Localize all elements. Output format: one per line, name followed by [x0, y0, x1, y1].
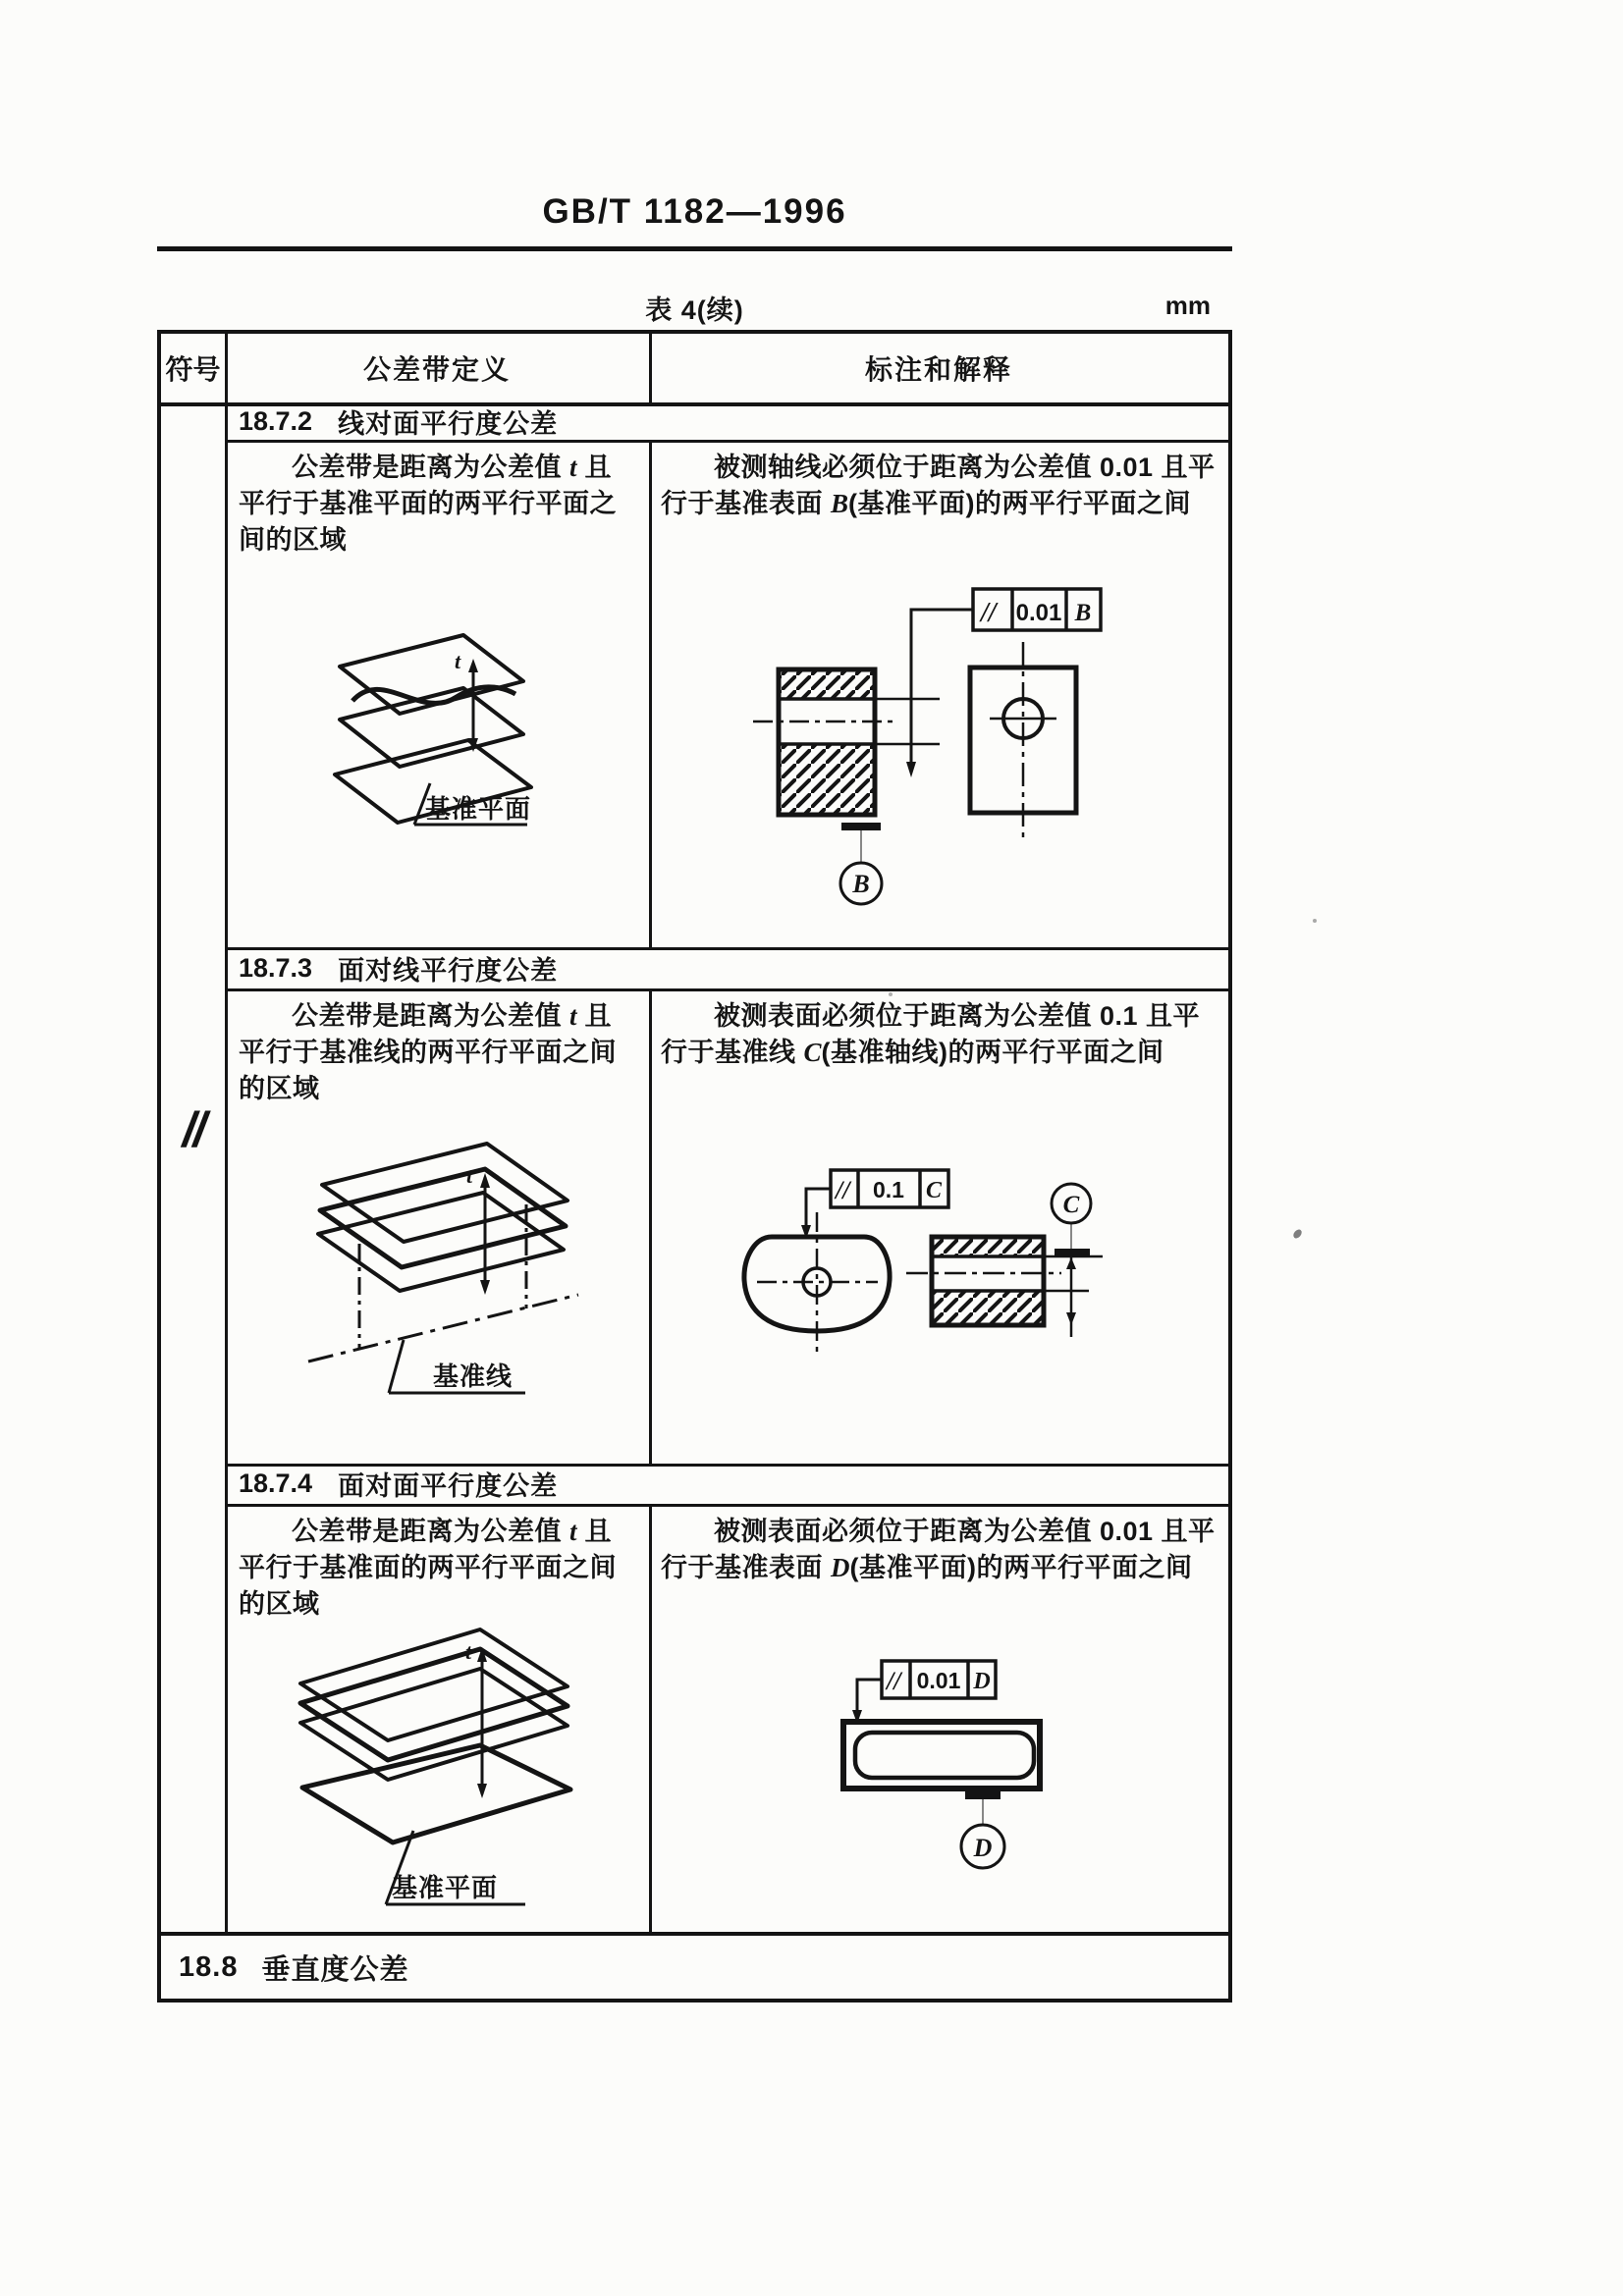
section-title: 面对面平行度公差 — [338, 1471, 559, 1501]
leader-arrowhead — [906, 762, 916, 777]
header-rule — [157, 246, 1232, 251]
footer-section-title: 垂直度公差 — [261, 1953, 409, 1986]
t-arrowhead-down — [477, 1784, 487, 1798]
footer-section-row — [161, 1936, 1228, 1999]
definition-post: 且平行于基准面的两平行平面之间的区域 — [239, 1517, 617, 1619]
section-number: 18.7.3 — [239, 952, 313, 983]
datum-leader-line — [389, 1340, 404, 1393]
frame-tolerance-value: 0.01 — [916, 1668, 961, 1693]
t-label: t — [455, 649, 461, 673]
interpretation-post: (基准轴线)的两平行平面之间 — [821, 1038, 1164, 1067]
frame-leader-line — [806, 1189, 831, 1231]
datum-letter: B — [831, 489, 849, 518]
measured-plane — [300, 1649, 568, 1760]
annotation-drawing-1873 — [649, 988, 1228, 1464]
lower-tolerance-plane — [340, 688, 523, 767]
annotation-drawing-1872 — [649, 440, 1228, 947]
frame-parallel-icon: // — [981, 598, 997, 628]
footer-section-number: 18.8 — [179, 1950, 239, 1983]
scan-speck — [1292, 1228, 1304, 1240]
annotation-drawing-1874 — [649, 1504, 1228, 1932]
col-header-interpretation: 标注和解释 — [864, 354, 1012, 385]
t-label: t — [465, 1639, 472, 1664]
frame-datum-letter: D — [973, 1669, 991, 1694]
unit-label: mm — [1164, 291, 1211, 320]
hatched-band-top — [779, 669, 875, 699]
definition-post: 且平行于基准平面的两平行平面之间的区域 — [239, 453, 617, 555]
parallelism-symbol: // — [182, 1102, 204, 1157]
slot-outline — [855, 1733, 1034, 1778]
end-view-right — [970, 642, 1076, 838]
datum-letter: D — [831, 1553, 850, 1582]
tolerance-variable: t — [569, 453, 577, 482]
frame-parallel-icon: // — [887, 1667, 901, 1695]
datum-circle-letter: D — [973, 1834, 993, 1862]
datum-plane-label: 基准平面 — [392, 1873, 499, 1902]
end-view-left — [744, 1212, 890, 1354]
t-arrowhead-up — [468, 659, 478, 672]
frame-tolerance-value: 0.1 — [873, 1177, 904, 1202]
frame-datum-letter: C — [925, 1178, 943, 1203]
doc-number: GB/T 1182—1996 — [542, 192, 847, 231]
page-content — [157, 0, 1232, 2296]
slotted-part-view — [843, 1722, 1040, 1789]
frame-datum-letter: B — [1074, 600, 1092, 626]
hatched-band-top — [932, 1237, 1044, 1256]
tolerance-table — [157, 330, 1232, 2002]
parallel-planes-diagram-1873 — [225, 988, 649, 1464]
section-heading-1872 — [225, 402, 1228, 440]
datum-line-label: 基准线 — [433, 1362, 514, 1391]
tolerance-plane-2 — [300, 1669, 568, 1780]
tolerance-variable: t — [569, 1517, 577, 1546]
definition-post: 且平行于基准线的两平行平面之间的区域 — [239, 1001, 617, 1103]
measured-plane — [320, 1169, 566, 1267]
col-header-symbol: 符号 — [165, 354, 221, 385]
tolerance-plane-1 — [300, 1629, 568, 1740]
t-label: t — [466, 1163, 473, 1188]
t-arrowhead-up — [480, 1173, 490, 1188]
datum-circle-letter: C — [1062, 1192, 1080, 1218]
interpretation-post: (基准平面)的两平行平面之间 — [849, 1553, 1193, 1582]
interpretation-post: (基准平面)的两平行平面之间 — [848, 489, 1192, 518]
tolerance-variable: t — [569, 1001, 577, 1031]
definition-pre: 公差带是距离为公差值 — [292, 453, 570, 482]
section-title: 线对面平行度公差 — [338, 408, 559, 439]
interpretation-pre: 被测表面必须位于距离为公差值 0.01 且平行于基准表面 — [661, 1517, 1216, 1582]
section-number: 18.7.4 — [239, 1468, 313, 1498]
frame-tolerance-value: 0.01 — [1015, 600, 1062, 626]
table-caption: 表 4(续) — [645, 295, 744, 325]
definition-pre: 公差带是距离为公差值 — [292, 1517, 570, 1546]
hatched-band-bottom — [932, 1291, 1044, 1325]
datum-circle-letter: B — [852, 870, 870, 898]
section-title: 面对线平行度公差 — [338, 955, 559, 986]
interpretation-pre: 被测轴线必须位于距离为公差值 0.01 且平行于基准表面 — [661, 453, 1216, 518]
datum-plane-label: 基准平面 — [425, 794, 532, 824]
parallel-planes-diagram-1872 — [225, 440, 649, 947]
hatched-band-bottom — [779, 744, 875, 815]
parallel-planes-diagram-1874 — [225, 1504, 649, 1932]
interpretation-pre: 被测表面必须位于距离为公差值 0.1 且平行于基准线 — [661, 1001, 1201, 1067]
scan-speck — [1313, 919, 1317, 923]
t-arrowhead-down — [480, 1280, 490, 1295]
section-heading-1873 — [225, 947, 1228, 988]
datum-plane — [302, 1745, 570, 1842]
frame-parallel-icon: // — [836, 1176, 850, 1204]
definition-pre: 公差带是距离为公差值 — [292, 1001, 570, 1031]
zone-arrowhead-down — [1066, 1312, 1076, 1325]
datum-letter: C — [803, 1038, 822, 1067]
section-heading-1874 — [225, 1464, 1228, 1504]
datum-axis-line — [308, 1295, 578, 1362]
zone-arrowhead-up — [1066, 1257, 1076, 1269]
col-header-definition: 公差带定义 — [362, 354, 511, 385]
scan-speck — [889, 992, 893, 996]
section-number: 18.7.2 — [239, 405, 313, 436]
